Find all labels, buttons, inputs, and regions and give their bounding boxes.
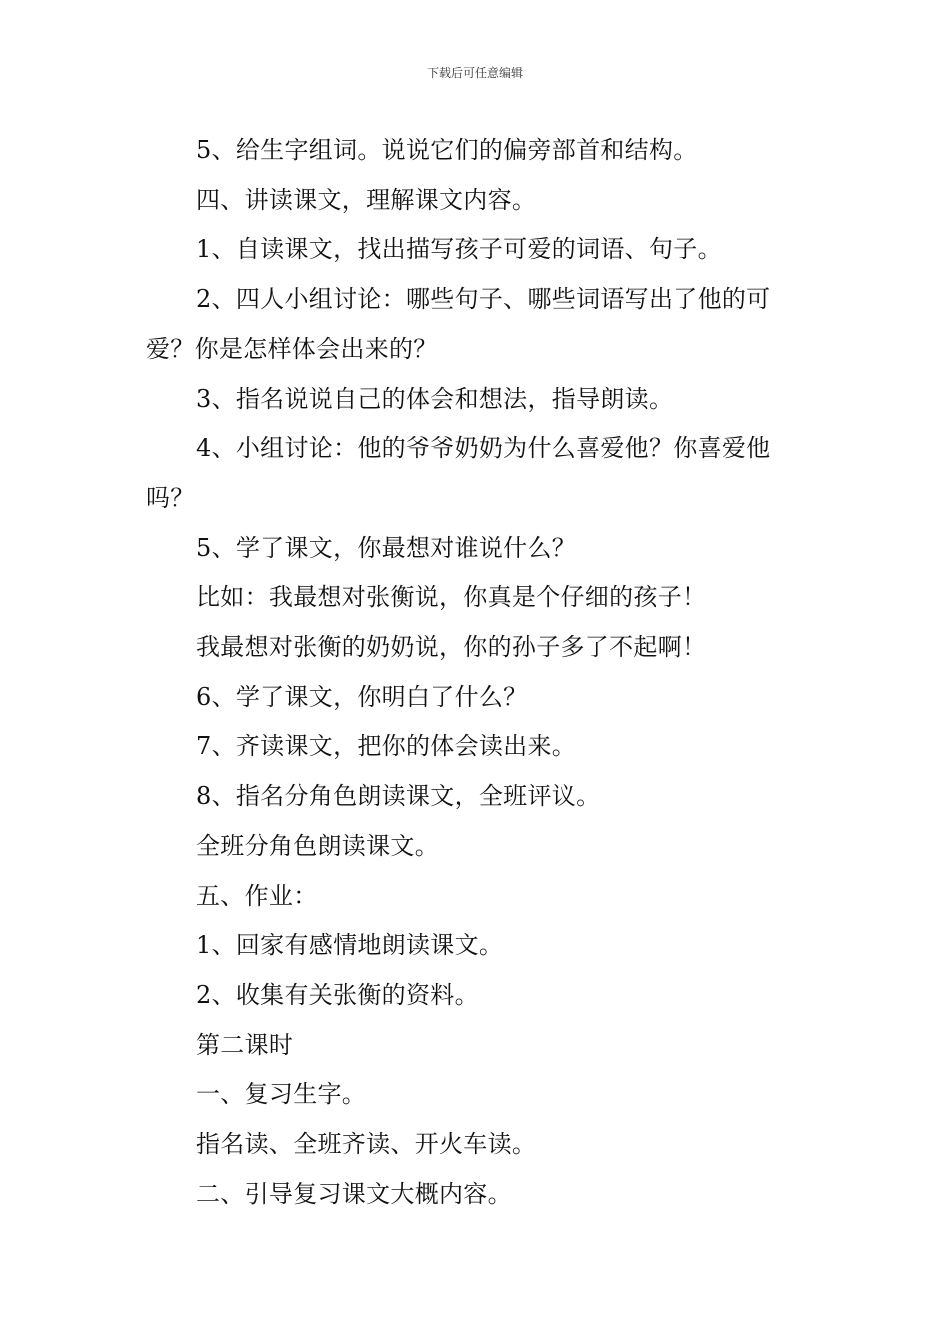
- section-heading: 一、复习生字。: [196, 1080, 367, 1109]
- paragraph: 我最想对张衡的奶奶说，你的孙子多了不起啊！: [196, 633, 707, 662]
- paragraph: 3、指名说说自己的体会和想法，指导朗读。: [196, 384, 674, 413]
- paragraph: 8、指名分角色朗读课文，全班评议。: [196, 782, 601, 811]
- section-heading: 第二课时: [196, 1030, 294, 1059]
- paragraph: 5、学了课文，你最想对谁说什么？: [196, 533, 577, 562]
- paragraph: 全班分角色朗读课文。: [196, 831, 439, 860]
- paragraph: 6、学了课文，你明白了什么？: [196, 682, 528, 711]
- paragraph: 2、四人小组讨论：哪些句子、哪些词语写出了他的可爱？你是怎样体会出来的？: [146, 285, 771, 363]
- paragraph: 7、齐读课文，把你的体会读出来。: [196, 732, 577, 761]
- paragraph: 比如：我最想对张衡说，你真是个仔细的孩子！: [196, 583, 707, 612]
- page-header: 下载后可任意编辑: [426, 66, 523, 80]
- section-heading: 二、引导复习课文大概内容。: [196, 1179, 512, 1208]
- paragraph: 4、小组讨论：他的爷爷奶奶为什么喜爱他？你喜爱他吗？: [146, 434, 771, 512]
- paragraph: 1、自读课文，找出描写孩子可爱的词语、句子。: [196, 235, 722, 264]
- document-body: [146, 126, 806, 1219]
- section-heading: 五、作业：: [196, 881, 318, 910]
- section-heading: 四、讲读课文，理解课文内容。: [196, 185, 537, 214]
- paragraph: 1、回家有感情地朗读课文。: [196, 931, 504, 960]
- paragraph: 5、给生字组词。说说它们的偏旁部首和结构。: [196, 136, 698, 164]
- paragraph: 指名读、全班齐读、开火车读。: [196, 1130, 537, 1159]
- paragraph: 2、收集有关张衡的资料。: [196, 980, 479, 1009]
